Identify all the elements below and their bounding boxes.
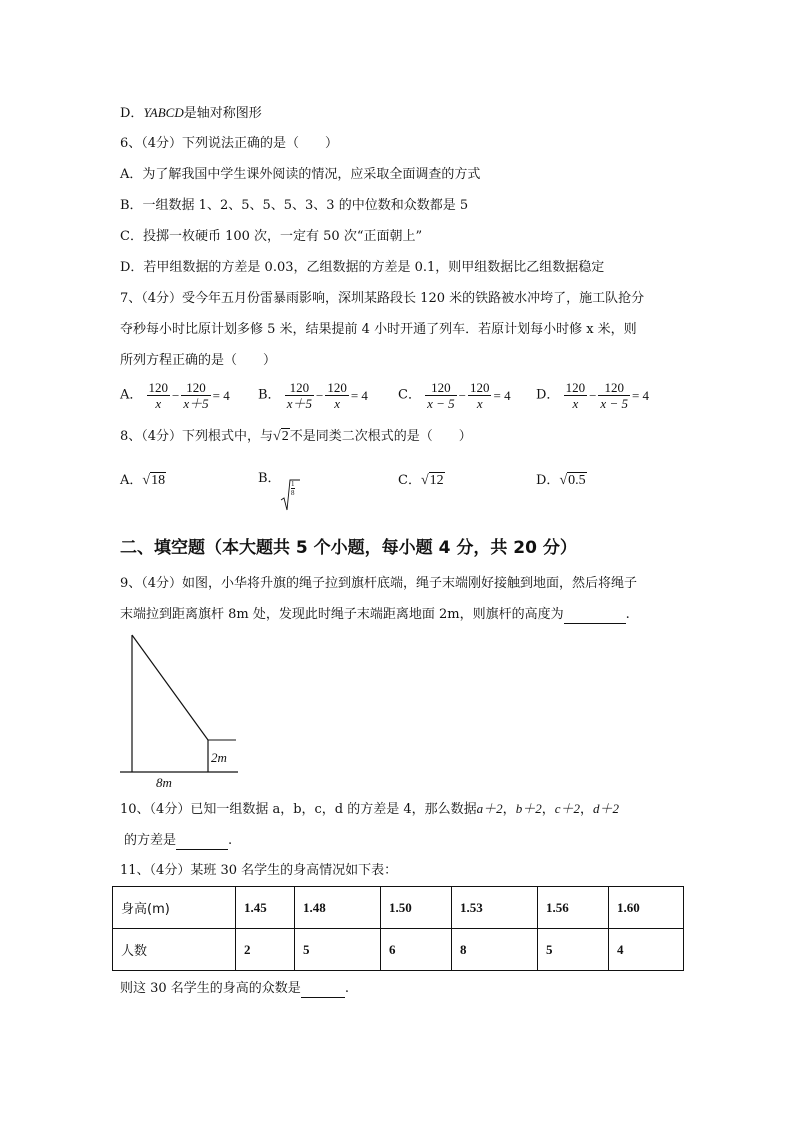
height-table [112, 886, 684, 971]
q7-option-b-frac2 [325, 380, 349, 411]
q7-option-c-label: C． [398, 387, 421, 403]
q7-option-c [398, 380, 513, 411]
q7-b-rhs: = 4 [350, 387, 368, 403]
q8-option-b [258, 470, 295, 497]
q11-stem: 11、（4分）某班 30 名学生的身高情况如下表： [120, 863, 398, 878]
q8-stem-sqrt: √2 [273, 429, 289, 444]
q7-a-d1: x [155, 396, 162, 411]
q7-stem-line1: 7、（4分）受今年五月份雷暴雨影响，深圳某路段长 120 米的铁路被水冲垮了，施工队抢分 [120, 291, 645, 306]
table-cell: 1.45 [236, 887, 295, 929]
q10-sep-2: ， [541, 802, 555, 817]
q8-b-den: 8 [291, 489, 295, 497]
q7-d-minus: − [589, 387, 597, 403]
table-header-count: 人数 [113, 929, 236, 971]
q7-d-d1: x [572, 396, 579, 411]
q8-option-d-sqrt: √0.5 [559, 473, 586, 488]
q7-option-d [536, 380, 651, 411]
q7-a-rhs: = 4 [212, 387, 230, 403]
q7-b-n1: 120 [285, 380, 314, 396]
q10-end: . [228, 833, 233, 848]
q8-option-d [536, 472, 587, 490]
q11-end: . [344, 981, 349, 996]
q7-b-d1: x＋5 [286, 396, 312, 411]
q7-c-n2: 120 [469, 380, 490, 395]
q8-option-c-sqrt: √12 [420, 473, 444, 488]
q7-stem-line2: 夺秒每小时比原计划多修 5 米，结果提前 4 小时开通了列车．若原计划每小时修 x 米，则 [120, 322, 637, 337]
q7-c-n1: 120 [425, 380, 457, 396]
table-row [113, 929, 684, 971]
q7-a-n2: 120 [181, 380, 210, 396]
q8-option-c [398, 472, 445, 490]
q7-option-d-label: D． [536, 387, 560, 403]
q8-option-b-sqrt [280, 478, 300, 512]
q7-option-c-frac2 [468, 380, 492, 411]
q7-a-n1: 120 [148, 380, 169, 395]
q5-option-d-text: 是轴对称图形 [183, 106, 262, 121]
q5-option-d-label: D． [120, 106, 144, 121]
q10-term-c: c＋2 [554, 801, 580, 816]
table-cell: 8 [452, 929, 538, 971]
q7-option-c-frac1 [425, 380, 457, 411]
table-cell: 5 [538, 929, 609, 971]
q8-b-num: 1 [291, 480, 295, 488]
q10-term-a: a＋2 [476, 801, 503, 816]
q7-a-minus: − [172, 387, 180, 403]
q10-stem-pre: 10、（4分）已知一组数据 a，b，c，d 的方差是 4，那么数据 [120, 802, 477, 817]
table-cell: 1.53 [452, 887, 538, 929]
label-2m: 2m [211, 750, 227, 765]
q7-option-a-frac2 [181, 380, 210, 411]
q8-option-a-radicand: 18 [151, 473, 166, 488]
sqrt-sign-icon [280, 478, 300, 512]
q11-answer-blank [301, 983, 345, 998]
table-cell: 1.48 [295, 887, 381, 929]
q8-option-d-label: D． [536, 473, 560, 488]
table-cell: 2 [236, 929, 295, 971]
q5-option-d-math: YABCD [143, 105, 184, 120]
rope-line [132, 635, 208, 740]
q11-after [120, 980, 349, 998]
q5-option-d [120, 104, 262, 123]
q9-stem-line2-text: 末端拉到距离旗杆 8m 处，发现此时绳子末端距离地面 2m，则旗杆的高度为 [120, 607, 564, 622]
q7-option-b-frac1 [285, 380, 314, 411]
q6-option-c: C．投掷一枚硬币 100 次，一定有 50 次“正面朝上” [120, 229, 423, 244]
q7-b-d2: x [334, 396, 340, 411]
q9-answer-blank [564, 609, 626, 624]
q10-term-b: b＋2 [515, 801, 542, 816]
q7-b-n2: 120 [327, 380, 347, 395]
q6-option-b: B．一组数据 1、2、5、5、5、3、3 的中位数和众数都是 5 [120, 198, 469, 213]
q7-option-a [120, 380, 232, 411]
q8-stem [120, 428, 472, 446]
table-cell: 1.60 [609, 887, 684, 929]
q8-stem-post: 不是同类二次根式的是（ ） [289, 429, 472, 444]
q7-c-minus: − [458, 387, 466, 403]
q7-stem-line3: 所列方程正确的是（ ） [120, 353, 277, 368]
q8-option-a [120, 472, 166, 490]
q7-option-d-frac1 [564, 380, 588, 411]
q7-option-b [258, 380, 370, 411]
label-8m: 8m [156, 775, 172, 790]
q9-end: . [625, 607, 630, 622]
q7-option-d-frac2 [598, 380, 630, 411]
q8-option-d-radicand: 0.5 [568, 473, 586, 488]
q10-stem-line2 [124, 832, 232, 850]
flagpole-figure [118, 632, 248, 792]
q9-stem-line2 [120, 606, 630, 624]
q7-option-b-label: B． [258, 387, 281, 403]
q8-option-c-radicand: 12 [429, 473, 444, 488]
q8-stem-radicand: 2 [281, 429, 289, 444]
q8-option-b-label: B． [258, 471, 281, 486]
q6-option-d: D．若甲组数据的方差是 0.03，乙组数据的方差是 0.1，则甲组数据比乙组数据稳定 [120, 260, 605, 275]
q8-option-a-sqrt: √18 [142, 473, 166, 488]
q10-stem-line2-text: 的方差是 [124, 833, 177, 848]
q7-d-rhs: = 4 [631, 387, 650, 403]
q8-stem-pre: 8、（4分）下列根式中，与 [120, 429, 274, 444]
q7-c-d1: x − 5 [427, 396, 455, 411]
q10-sep-3: ， [580, 802, 594, 817]
q8-option-c-label: C． [398, 473, 421, 488]
q6-stem: 6、（4分）下列说法正确的是（ ） [120, 136, 339, 151]
q7-c-d2: x [476, 396, 483, 411]
q8-option-b-frac [291, 480, 295, 497]
q7-option-a-frac1 [147, 380, 171, 411]
table-cell: 1.50 [381, 887, 452, 929]
q9-stem-line1: 9、（4分）如图，小华将升旗的绳子拉到旗杆底端，绳子末端刚好接触到地面，然后将绳子 [120, 576, 638, 591]
q7-d-n2: 120 [598, 380, 630, 396]
q10-stem-line1 [120, 800, 619, 819]
table-cell: 1.56 [538, 887, 609, 929]
q10-answer-blank [176, 835, 228, 850]
q7-d-d2: x − 5 [600, 396, 628, 411]
table-row [113, 887, 684, 929]
q7-d-n1: 120 [565, 380, 586, 395]
table-header-height: 身高(m) [113, 887, 236, 929]
q10-sep-1: ， [502, 802, 516, 817]
table-cell: 6 [381, 929, 452, 971]
table-cell: 4 [609, 929, 684, 971]
section-heading: 二、填空题（本大题共 5 个小题，每小题 4 分，共 20 分） [120, 538, 577, 558]
q10-term-d: d＋2 [593, 801, 620, 816]
q8-option-a-label: A． [120, 473, 143, 488]
q7-b-minus: − [315, 387, 324, 403]
q7-option-a-label: A． [120, 387, 143, 403]
q11-after-text: 则这 30 名学生的身高的众数是 [120, 981, 301, 996]
q6-option-a: A．为了解我国中学生课外阅读的情况，应采取全面调查的方式 [120, 167, 481, 182]
table-cell: 5 [295, 929, 381, 971]
q7-a-d2: x＋5 [183, 396, 209, 411]
q7-c-rhs: = 4 [493, 387, 511, 403]
